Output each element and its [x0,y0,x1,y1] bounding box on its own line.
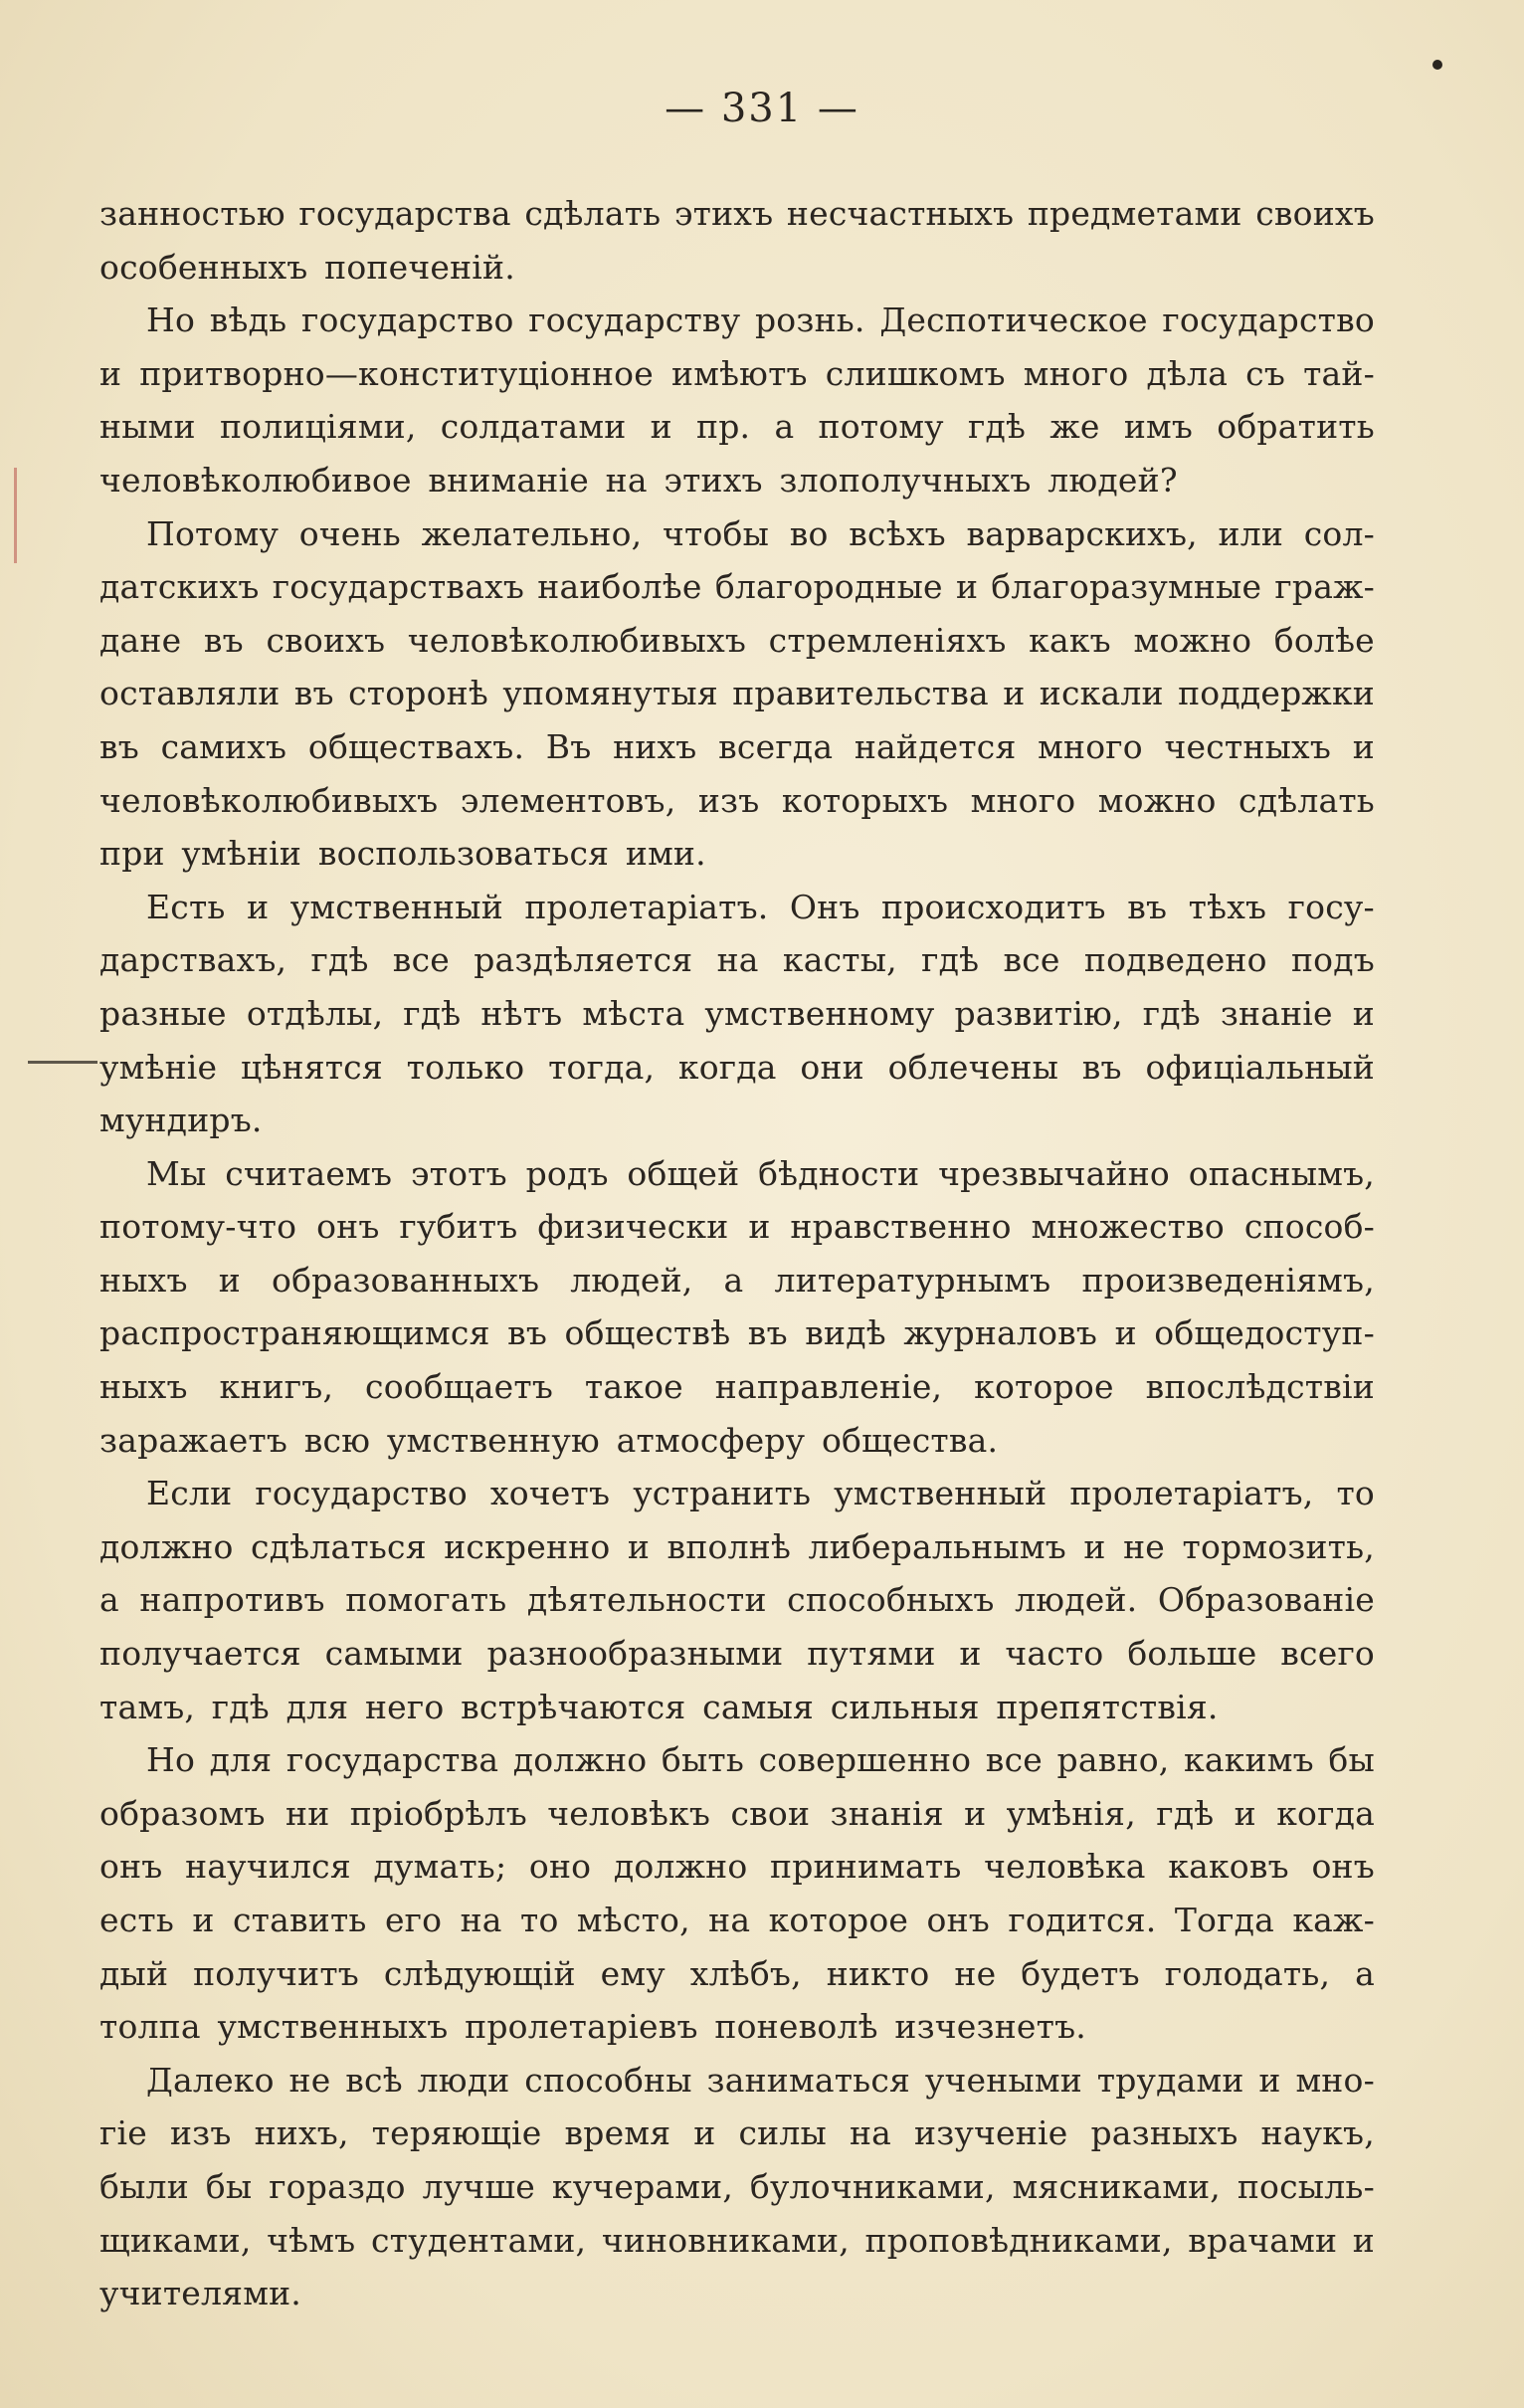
text-line: получается самыми разнообразными путями и часто больше всего [99,1634,1375,1674]
text-line: разные отдѣлы, гдѣ нѣтъ мѣста умственному развитію, гдѣ знаніе и [99,993,1375,1033]
text-line: Далеко не всѣ люди способны заниматься учеными трудами и мно- [146,2060,1375,2100]
text-line: человѣколюбивое вниманіе на этихъ злополучныхъ людей? [99,460,1178,500]
text-line: потому-что онъ губитъ физически и нравственно множество способ- [99,1207,1375,1247]
text-line: человѣколюбивыхъ элементовъ, изъ которыхъ много можно сдѣлать [99,780,1375,820]
ink-spot [1432,60,1442,70]
text-line: заражаетъ всю умственную атмосферу общества. [99,1420,999,1460]
text-line: Но вѣдь государство государству рознь. Деспотическое государство [146,301,1375,340]
text-line: учителями. [99,2274,301,2313]
text-line: а напротивъ помогать дѣятельности способныхъ людей. Образованіе [99,1580,1375,1620]
text-line: Есть и умственный пролетаріатъ. Онъ происходитъ въ тѣхъ госу- [146,887,1375,926]
text-line: есть и ставить его на то мѣсто, на которое онъ годится. Тогда каж- [99,1901,1375,1939]
text-line: онъ научился думать; оно должно принимать человѣка каковъ онъ [99,1847,1375,1887]
text-line: Потому очень желательно, чтобы во всѣхъ варварскихъ, или сол- [146,513,1375,553]
text-line: тамъ, гдѣ для него встрѣчаются самыя сильныя препятствія. [99,1687,1219,1726]
text-line: особенныхъ попеченій. [99,247,515,287]
text-line: Если государство хочетъ устранить умственный пролетаріатъ, то [146,1474,1375,1513]
margin-mark [0,468,17,563]
body-text [99,187,1375,2320]
text-line: датскихъ государствахъ наиболѣе благородные и благоразумные граж- [99,567,1375,607]
text-line: въ самихъ обществахъ. Въ нихъ всегда найдется много честныхъ и [99,726,1375,766]
text-line: образомъ ни пріобрѣлъ человѣкъ свои знанія и умѣнія, гдѣ и когда [99,1793,1375,1833]
text-line: гіе изъ нихъ, теряющіе время и силы на изученіе разныхъ наукъ, [99,2113,1375,2153]
text-line: дый получитъ слѣдующій ему хлѣбъ, никто не будетъ голодать, а [99,1953,1375,1993]
text-line: и притворно—конституціонное имѣютъ слишкомъ много дѣла съ тай- [99,353,1375,393]
text-line: умѣніе цѣнятся только тогда, когда они облечены въ офиціальный [99,1047,1375,1087]
page-number: — 331 — [665,86,859,131]
text-line: мундиръ. [99,1101,263,1140]
margin-dash [28,1061,97,1064]
text-line: занностью государства сдѣлать этихъ несчастныхъ предметами своихъ [99,194,1375,233]
text-line: щиками, чѣмъ студентами, чиновниками, проповѣдниками, врачами и [99,2220,1375,2260]
text-line: были бы гораздо лучше кучерами, булочниками, мясниками, посыль- [99,2166,1375,2206]
text-line: оставляли въ сторонѣ упомянутыя правительства и искали поддержки [99,674,1375,713]
text-line: ныхъ и образованныхъ людей, а литературнымъ произведеніямъ, [99,1260,1375,1300]
text-line: дарствахъ, гдѣ все раздѣляется на касты, гдѣ все подведено подъ [99,940,1375,980]
text-line: толпа умственныхъ пролетаріевъ поневолѣ изчезнетъ. [99,2007,1086,2047]
text-line: дане въ своихъ человѣколюбивыхъ стремленіяхъ какъ можно болѣе [99,620,1375,660]
text-line: Но для государства должно быть совершенно все равно, какимъ бы [146,1740,1375,1780]
text-line: должно сдѣлаться искренно и вполнѣ либеральнымъ и не тормозить, [99,1526,1375,1566]
text-line: ными полиціями, солдатами и пр. а потому гдѣ же имъ обратить [99,407,1375,447]
text-line: распространяющимся въ обществѣ въ видѣ журналовъ и общедоступ- [99,1313,1375,1353]
text-line: при умѣніи воспользоваться ими. [99,834,706,874]
text-line: ныхъ книгъ, сообщаетъ такое направленіе, которое впослѣдствіи [99,1367,1375,1407]
text-line: Мы считаемъ этотъ родъ общей бѣдности чрезвычайно опаснымъ, [146,1153,1375,1193]
